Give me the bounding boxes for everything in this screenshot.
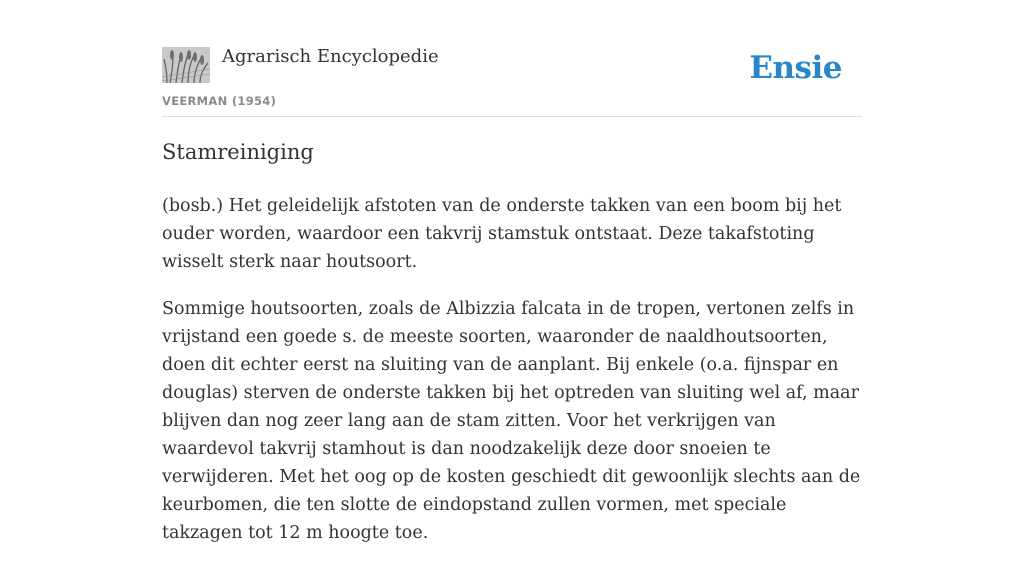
header (162, 44, 862, 117)
ensie-logo-link[interactable]: Ensie (749, 50, 842, 86)
article-body (162, 192, 862, 566)
article-paragraph: Sommige houtsoorten, zoals de Albizzia falcata in de tropen, vertonen zelfs in vrijstand een goede s. de meeste soorten, waaronder de naaldhoutsoorten, doen dit echter eerst na sluiting van de aanplant. Bij enkele (o.a. fijnspar en douglas) sterven de onderste takken bij het optreden van sluiting wel af, maar blijven dan nog zeer lang aan de stam zitten. Voor het verkrijgen van waardevol takvrij stamhout is dan noodzakelijk deze door snoeien te verwijderen. Met het oog op de kosten geschiedt dit gewoonlijk slechts aan de keurbomen, die ten slotte de eindopstand zullen vormen, met speciale takzagen tot 12 m hoogte toe. (162, 299, 861, 543)
source-label: VEERMAN (1954) (162, 94, 277, 108)
wheat-engraving-icon[interactable] (162, 47, 210, 83)
article-title: Stamreiniging (162, 140, 314, 164)
article-paragraph: (bosb.) Het geleidelijk afstoten van de onderste takken van een boom bij het ouder worden, waardoor een takvrij stamstuk ontstaat. Deze takafstoting wisselt sterk naar houtsoort. (162, 196, 842, 272)
encyclopedia-name[interactable]: Agrarisch Encyclopedie (222, 46, 439, 67)
